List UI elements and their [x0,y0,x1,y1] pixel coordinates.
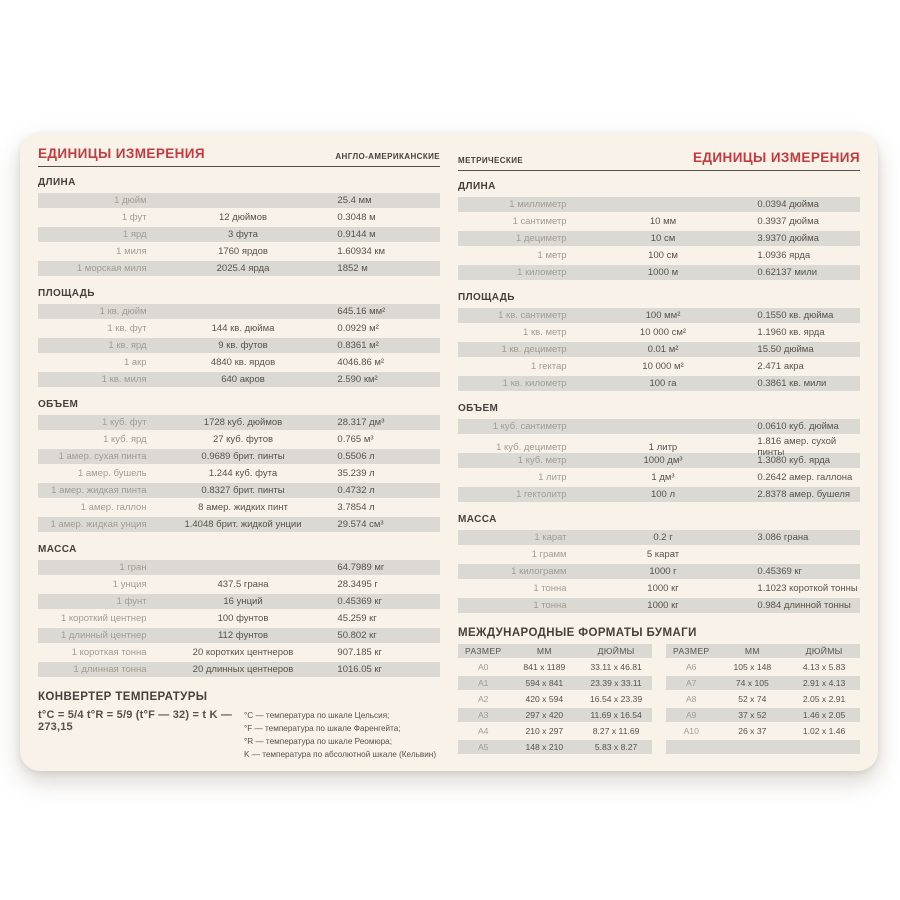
conversion-table-mass-imperial [38,560,440,677]
table-cell: 1 тонна [533,583,567,594]
table-row [38,304,440,319]
table-cell: 1 ярд [122,228,147,240]
table-cell: 594 x 841 [525,678,564,688]
table-row [458,564,860,579]
table-cell: 35.239 л [337,467,375,479]
table-row [458,214,860,229]
table-cell: 3.086 грана [757,532,809,543]
table-cell: 1 дм³ [651,472,675,483]
table-row [666,740,860,754]
section-area-imperial [38,288,440,389]
table-cell: 0.8327 брит. пинты [201,484,285,496]
table-cell: 1.3080 куб. ярда [757,455,830,466]
table-cell: A3 [477,710,489,720]
table-cell: 420 x 594 [525,694,564,704]
table-cell: 10 мм [649,216,677,227]
page-title-right: ЕДИНИЦЫ ИЗМЕРЕНИЯ [693,150,860,165]
temperature-formula: t°C = 5/4 t°R = 5/9 (t°F — 32) = t K — 273,15 [38,708,233,733]
table-row [458,598,860,613]
table-cell: 0.4732 л [337,484,375,496]
table-row [38,321,440,336]
table-cell: 0.8361 м² [337,339,379,351]
paper-formats-heading: МЕЖДУНАРОДНЫЕ ФОРМАТЫ БУМАГИ [458,627,697,639]
table-cell: 0.01 м² [647,344,679,355]
table-row [38,449,440,464]
table-cell: 144 кв. дюйма [211,322,275,334]
table-cell: 2.91 x 4.13 [802,678,846,688]
table-cell: 10 см [650,233,676,244]
temperature-converter-heading: КОНВЕРТЕР ТЕМПЕРАТУРЫ [38,690,208,703]
paper-table-header [458,644,652,658]
table-cell: 907.185 кг [337,646,383,658]
table-cell: 1 унция [112,578,147,590]
table-row [458,470,860,485]
temperature-notes [244,709,440,762]
table-cell: 26 x 37 [738,726,767,736]
temperature-note: °F — температура по шкале Фаренгейта; [244,723,401,733]
table-row [38,645,440,660]
table-cell: 1 длинная тонна [73,663,147,675]
table-cell: 0.765 м³ [337,433,374,445]
table-cell: 8 амер. жидких пинт [198,501,288,513]
table-cell: 2.590 км² [337,373,378,385]
section-heading: ДЛИНА [458,181,496,192]
table-row [458,487,860,502]
table-cell: 1000 г [649,566,677,577]
table-row [38,560,440,575]
table-cell: 210 x 297 [525,726,564,736]
table-cell: 12 дюймов [218,211,268,223]
column-header-size: РАЗМЕР [465,646,502,656]
section-heading: МАССА [38,543,77,555]
imperial-subtitle: АНГЛО-АМЕРИКАНСКИЕ [335,151,440,161]
table-cell: 0.62137 мили [757,267,818,278]
table-cell: 1 амер. галлон [80,501,147,513]
paper-formats-tables [458,644,860,756]
table-cell: 100 га [649,378,677,389]
table-cell: 1 гектар [531,361,567,372]
temperature-note: °R — температура по шкале Реомюра; [244,736,393,746]
table-cell: 1 карат [534,532,567,543]
table-cell: 1 грамм [531,549,567,560]
table-cell: 100 мм² [645,310,681,321]
conversion-table-mass-metric [458,530,860,613]
table-row [458,342,860,357]
table-cell: 52 x 74 [738,694,767,704]
table-row [458,724,652,738]
table-cell: 297 x 420 [525,710,564,720]
table-cell: 1.46 x 2.05 [802,710,846,720]
table-cell: 0.2642 амер. галлона [757,472,853,483]
table-cell: 1 кв. фут [107,322,147,334]
table-cell: 2.471 акра [757,361,804,372]
table-cell: 1 амер. бушель [77,467,147,479]
table-cell: 1.60934 км [337,245,386,257]
table-cell: 1 длинный центнер [60,629,147,641]
table-row [666,660,860,674]
table-cell: 1 миля [116,245,147,257]
table-cell: 1 миллиметр [509,199,567,210]
table-row [38,594,440,609]
table-cell: 1.816 амер. сухой пинты [757,436,837,458]
table-cell: 1 кв. сантиметр [498,310,567,321]
table-cell: 0.3937 дюйма [757,216,819,227]
section-heading: ОБЪЕМ [38,398,79,410]
table-cell: 1 дюйм [114,194,147,206]
table-cell: 1 морская миля [76,262,147,274]
table-cell: 9 кв. футов [218,339,268,351]
table-cell: 2025.4 ярда [216,262,270,274]
table-row [458,708,652,722]
table-cell: 1 фунт [116,595,147,607]
conversion-table-volume-metric [458,419,860,502]
table-cell: 0.1550 кв. дюйма [757,310,834,321]
table-row [458,308,860,323]
table-cell: 0.9144 м [337,228,376,240]
table-cell: 4.13 x 5.83 [802,662,846,672]
table-cell: 1 литр [538,472,567,483]
table-cell: 3 фута [228,228,258,240]
table-cell: 1 килограмм [511,566,567,577]
table-row [38,415,440,430]
table-cell: A10 [683,726,699,736]
table-cell: 20 коротких центнеров [192,646,294,658]
table-cell: 100 фунтов [217,612,269,624]
table-cell: 2.8378 амер. бушеля [757,489,851,500]
table-row [38,432,440,447]
conversion-table-length-metric [458,197,860,280]
paper-table-a6-a10 [666,644,860,756]
table-cell: 27 куб. футов [212,433,274,445]
table-cell: 1 кв. метр [523,327,567,338]
table-cell: 16 унций [223,595,263,607]
table-cell: 1 сантиметр [512,216,567,227]
section-mass-metric [458,514,860,615]
table-cell: 1 короткий центнер [60,612,147,624]
section-heading: ОБЪЕМ [458,403,499,414]
section-length-metric [458,181,860,282]
table-cell: 112 фунтов [217,629,269,641]
table-row [38,466,440,481]
temperature-note: °C — температура по шкале Цельсия; [244,710,390,720]
table-cell: 1 гектолитр [516,489,567,500]
metric-column-header [458,145,860,165]
table-cell: 1 короткая тонна [71,646,147,658]
table-cell: 1760 ярдов [218,245,268,257]
table-row [458,376,860,391]
table-cell: 1 литр [648,441,678,453]
table-cell: 28.3495 г [337,578,378,590]
table-cell: 1 тонна [533,600,567,611]
table-row [458,265,860,280]
table-cell: 8.27 x 11.69 [592,726,640,736]
table-row [38,338,440,353]
table-cell: 1000 дм³ [643,455,683,466]
table-cell: 23.39 x 33.11 [590,678,642,688]
table-cell: 4046.86 м² [337,356,385,368]
table-cell: 10 000 м² [642,361,684,372]
imperial-column-header [38,145,440,161]
table-cell: 1 куб. дециметр [496,441,567,453]
section-heading: ПЛОЩАДЬ [458,292,515,303]
table-cell: 5 карат [646,549,680,560]
table-cell: A5 [477,742,489,752]
table-cell: 1 километр [517,267,567,278]
table-cell: 50.802 кг [337,629,377,641]
table-cell: 5.83 x 8.27 [594,742,638,752]
table-cell: 64.7989 мг [337,561,385,573]
table-cell: 1.244 куб. фута [208,467,278,479]
header-rule-right [458,170,860,171]
table-row [458,530,860,545]
temperature-note: K — температура по абсолютной шкале (Кельвин) [244,749,437,759]
table-cell: 1728 куб. дюймов [203,416,283,428]
table-cell: 100 л [650,489,676,500]
table-cell: 0.5506 л [337,450,375,462]
table-cell: 1000 кг [647,583,679,594]
table-cell: 33.11 x 46.81 [590,662,642,672]
table-cell: 0.9689 брит. пинты [201,450,285,462]
table-row [458,419,860,434]
paper-table-a0-a5 [458,644,652,756]
table-cell: 640 акров [221,373,265,385]
table-cell: 0.2 г [653,532,673,543]
table-cell: 0.45369 кг [757,566,803,577]
table-cell: 100 см [648,250,678,261]
reference-card [20,133,878,771]
table-row [38,244,440,259]
table-cell: 29.574 см³ [337,518,384,530]
table-cell: A0 [477,662,489,672]
column-header-mm: ММ [744,646,760,656]
table-row [458,692,652,706]
conversion-table-length-imperial [38,193,440,276]
table-cell: 1.0936 ярда [757,250,811,261]
table-cell: 0.45369 кг [337,595,383,607]
table-cell: 1852 м [337,262,368,274]
conversion-table-volume-imperial [38,415,440,532]
table-row [666,708,860,722]
table-cell: 105 x 148 [733,662,772,672]
table-cell: 1.02 x 1.46 [802,726,846,736]
table-cell: 1 кв. дюйм [99,305,147,317]
table-cell: A7 [685,678,697,688]
temperature-converter-body [38,709,440,762]
table-cell: 437.5 грана [217,578,269,590]
table-row [38,227,440,242]
table-row [458,231,860,246]
column-header-inches: ДЮЙМЫ [805,646,843,656]
conversion-table-area-metric [458,308,860,391]
table-row [458,547,860,562]
table-cell: 0.0929 м² [337,322,379,334]
table-cell: 10 000 см² [639,327,687,338]
table-cell: A6 [685,662,697,672]
table-cell: 1 метр [537,250,567,261]
table-row [38,193,440,208]
table-cell: 1 куб. ярд [103,433,147,445]
table-row [38,210,440,225]
table-cell: 2.05 x 2.91 [802,694,846,704]
table-row [38,662,440,677]
metric-subtitle: МЕТРИЧЕСКИЕ [458,156,524,165]
table-cell: 45.259 кг [337,612,377,624]
column-header-mm: ММ [536,646,552,656]
table-cell: 1 гран [119,561,147,573]
table-cell: 37 x 52 [738,710,767,720]
table-row [458,581,860,596]
section-length-imperial [38,177,440,278]
table-row [38,261,440,276]
conversion-table-area-imperial [38,304,440,387]
table-row [458,436,860,458]
table-row [458,740,652,754]
table-cell: 1.1960 кв. ярда [757,327,825,338]
table-row [38,483,440,498]
table-cell: 3.9370 дюйма [757,233,819,244]
table-cell: 1000 м [647,267,679,278]
table-row [458,660,652,674]
table-cell: 0.3861 кв. мили [757,378,827,389]
table-cell: 20 длинных центнеров [192,663,294,675]
table-row [666,676,860,690]
table-row [458,197,860,212]
table-row [458,359,860,374]
table-cell: 16.54 x 23.39 [590,694,643,704]
column-header-inches: ДЮЙМЫ [597,646,635,656]
table-row [38,611,440,626]
table-cell: A8 [685,694,697,704]
table-cell: 1 кв. ярд [108,339,147,351]
table-cell: 1 кв. дециметр [501,344,567,355]
table-cell: 0.0394 дюйма [757,199,819,210]
column-header-size: РАЗМЕР [673,646,710,656]
section-heading: ПЛОЩАДЬ [38,287,95,299]
metric-column [458,145,860,761]
table-cell: 1000 кг [647,600,679,611]
table-cell: 15.50 дюйма [757,344,814,355]
table-cell: 1 акр [123,356,147,368]
table-cell: 1 куб. сантиметр [492,421,567,432]
table-cell: 28.317 дм³ [337,416,385,428]
table-row [666,692,860,706]
paper-formats-section [458,627,860,756]
table-cell: 0.0610 куб. дюйма [757,421,839,432]
header-rule-left [38,166,440,167]
section-heading: ДЛИНА [38,176,76,188]
table-cell: 1 кв. миля [101,373,147,385]
table-cell: 841 x 1189 [523,662,566,672]
table-row [458,248,860,263]
table-row [458,453,860,468]
table-cell: 1 амер. жидкая пинта [51,484,147,496]
table-cell: 1 фут [121,211,147,223]
table-cell: 1.1023 короткой тонны [757,583,858,594]
imperial-column [38,145,440,761]
table-cell: 1 амер. жидкая унция [50,518,147,530]
section-volume-metric [458,403,860,504]
table-row [38,500,440,515]
table-cell: A2 [477,694,489,704]
table-cell: 3.7854 л [337,501,375,513]
section-mass-imperial [38,544,440,679]
table-cell: 74 x 105 [735,678,769,688]
table-cell: 1 амер. сухая пинта [58,450,147,462]
table-cell: A1 [477,678,489,688]
table-cell: A9 [685,710,697,720]
table-row [458,676,652,690]
table-cell: 1 куб. фут [102,416,147,428]
table-row [38,372,440,387]
table-cell: 0.984 длинной тонны [757,600,851,611]
table-cell: 1 кв. километр [502,378,567,389]
table-cell: 1.4048 брит. жидкой унции [184,518,302,530]
page-title-left: ЕДИНИЦЫ ИЗМЕРЕНИЯ [38,145,205,161]
table-row [38,628,440,643]
paper-table-header [666,644,860,658]
table-cell: 148 x 210 [525,742,564,752]
table-cell: A4 [477,726,489,736]
table-row [38,577,440,592]
table-row [38,355,440,370]
table-row [458,325,860,340]
table-cell: 11.69 x 16.54 [590,710,642,720]
table-cell: 645.16 мм² [337,305,386,317]
table-cell: 1 дециметр [515,233,567,244]
table-cell: 25.4 мм [337,194,372,206]
table-cell: 0.3048 м [337,211,376,223]
table-cell: 4840 кв. ярдов [210,356,276,368]
temperature-converter-section [38,691,440,762]
table-cell: 1016.05 кг [337,663,383,675]
section-volume-imperial [38,399,440,534]
table-row [38,517,440,532]
table-cell: 1 куб. метр [517,455,567,466]
section-area-metric [458,292,860,393]
table-row [666,724,860,738]
section-heading: МАССА [458,514,497,525]
